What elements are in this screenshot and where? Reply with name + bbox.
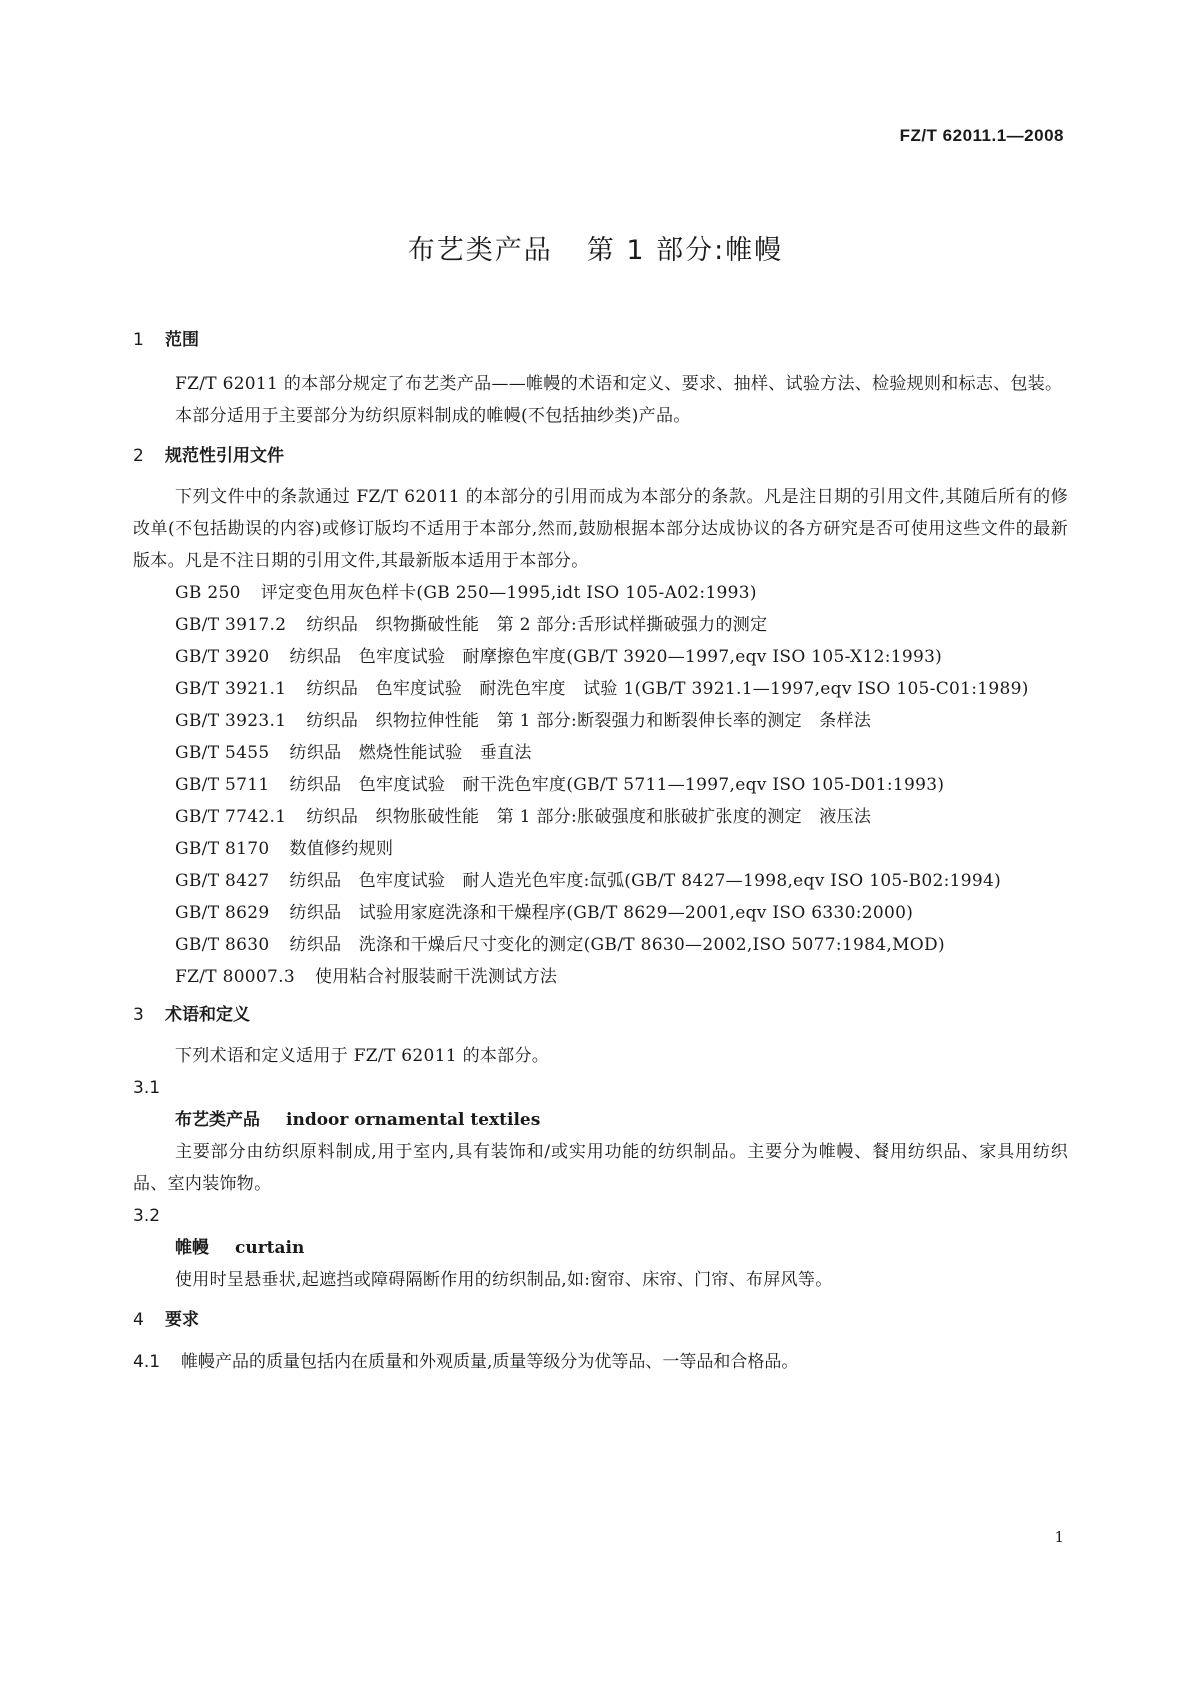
reference-item	[133, 961, 1068, 993]
reference-title: 纺织品 燃烧性能试验 垂直法	[289, 743, 532, 763]
term-english: indoor ornamental textiles	[286, 1110, 541, 1130]
term-number: 3.2	[133, 1206, 161, 1226]
section-number: 1	[133, 330, 144, 350]
reference-code: GB/T 3920	[175, 647, 270, 667]
term-entry	[133, 1232, 1068, 1264]
reference-title: 纺织品 色牢度试验 耐人造光色牢度:氙弧(GB/T 8427—1998,eqv ISO 105-B02:1994)	[289, 871, 1002, 891]
section-heading-terms	[133, 1003, 1068, 1027]
requirement-item	[133, 1346, 1068, 1378]
reference-item	[133, 673, 1068, 705]
reference-code: GB/T 3921.1	[175, 679, 287, 699]
page-number: 1	[1054, 1528, 1064, 1546]
term-definition: 使用时呈悬垂状,起遮挡或障碍隔断作用的纺织制品,如:窗帘、床帘、门帘、布屏风等。	[175, 1270, 833, 1290]
reference-title: 纺织品 色牢度试验 耐摩擦色牢度(GB/T 3920—1997,eqv ISO 105-X12:1993)	[289, 647, 943, 667]
reference-code: FZ/T 80007.3	[175, 967, 295, 987]
standard-code: FZ/T 62011.1—2008	[899, 126, 1064, 145]
reference-code: GB/T 8630	[175, 935, 270, 955]
reference-item	[133, 833, 1068, 865]
reference-code: GB/T 7742.1	[175, 807, 287, 827]
reference-item	[133, 577, 1068, 609]
document-body	[133, 328, 1068, 1378]
reference-code: GB/T 3917.2	[175, 615, 287, 635]
requirement-text: 帷幔产品的质量包括内在质量和外观质量,质量等级分为优等品、一等品和合格品。	[181, 1352, 799, 1372]
reference-item	[133, 929, 1068, 961]
requirement-number: 4.1	[133, 1352, 161, 1372]
section-heading-scope	[133, 328, 1068, 352]
section-title: 术语和定义	[165, 1005, 250, 1025]
section-number: 4	[133, 1310, 144, 1330]
section-heading-requirements	[133, 1308, 1068, 1332]
reference-item	[133, 897, 1068, 929]
reference-item	[133, 609, 1068, 641]
reference-title: 数值修约规则	[289, 839, 394, 859]
section-title: 范围	[165, 330, 199, 350]
term-chinese: 布艺类产品	[175, 1110, 260, 1130]
reference-list	[133, 577, 1068, 993]
reference-title: 纺织品 织物拉伸性能 第 1 部分:断裂强力和断裂伸长率的测定 条样法	[306, 711, 872, 731]
reference-item	[133, 737, 1068, 769]
reference-code: GB/T 8170	[175, 839, 270, 859]
title-product-category: 布艺类产品	[407, 235, 553, 266]
section-title: 规范性引用文件	[165, 446, 284, 466]
reference-title: 纺织品 试验用家庭洗涤和干燥程序(GB/T 8629—2001,eqv ISO 6330:2000)	[289, 903, 914, 923]
section-number: 3	[133, 1005, 144, 1025]
terms-intro: 下列术语和定义适用于 FZ/T 62011 的本部分。	[175, 1046, 550, 1066]
reference-code: GB/T 8629	[175, 903, 270, 923]
reference-title: 评定变色用灰色样卡(GB 250—1995,idt ISO 105-A02:1993)	[260, 583, 757, 603]
reference-item	[133, 801, 1068, 833]
term-number: 3.1	[133, 1078, 161, 1098]
term-chinese: 帷幔	[175, 1238, 209, 1258]
title-part: 第 1 部分:帷幔	[586, 235, 784, 266]
reference-item	[133, 641, 1068, 673]
term-english: curtain	[235, 1238, 305, 1258]
reference-code: GB/T 3923.1	[175, 711, 287, 731]
term-definition: 主要部分由纺织原料制成,用于室内,具有装饰和/或实用功能的纺织制品。主要分为帷幔、餐用纺织品、家具用纺织品、室内装饰物。	[133, 1142, 1068, 1194]
reference-title: 纺织品 色牢度试验 耐洗色牢度 试验 1(GB/T 3921.1—1997,eqv ISO 105-C01:1989)	[306, 679, 1029, 699]
term-entry	[133, 1104, 1068, 1136]
section-title: 要求	[165, 1310, 199, 1330]
reference-title: 纺织品 色牢度试验 耐干洗色牢度(GB/T 5711—1997,eqv ISO 105-D01:1993)	[289, 775, 945, 795]
reference-title: 纺织品 洗涤和干燥后尺寸变化的测定(GB/T 8630—2002,ISO 5077:1984,MOD)	[289, 935, 945, 955]
section-heading-normative-references	[133, 444, 1068, 468]
reference-code: GB/T 5711	[175, 775, 270, 795]
reference-code: GB/T 5455	[175, 743, 270, 763]
reference-item	[133, 865, 1068, 897]
scope-paragraph-2: 本部分适用于主要部分为纺织原料制成的帷幔(不包括抽纱类)产品。	[175, 406, 691, 426]
section-number: 2	[133, 446, 144, 466]
reference-item	[133, 705, 1068, 737]
reference-item	[133, 769, 1068, 801]
reference-title: 纺织品 织物胀破性能 第 1 部分:胀破强度和胀破扩张度的测定 液压法	[306, 807, 872, 827]
reference-title: 纺织品 织物撕破性能 第 2 部分:舌形试样撕破强力的测定	[306, 615, 768, 635]
document-title	[0, 228, 1191, 267]
references-intro: 下列文件中的条款通过 FZ/T 62011 的本部分的引用而成为本部分的条款。凡是注日期的引用文件,其随后所有的修改单(不包括勘误的内容)或修订版均不适用于本部分,然而,鼓励根据本部分达成协议的各方研究是否可使用这些文件的最新版本。凡是不注日期的引用文件,其最新版本适用于本部分。	[133, 487, 1068, 571]
scope-paragraph-1: FZ/T 62011 的本部分规定了布艺类产品——帷幔的术语和定义、要求、抽样、试验方法、检验规则和标志、包装。	[175, 374, 1063, 394]
reference-title: 使用粘合衬服装耐干洗测试方法	[314, 967, 558, 987]
reference-code: GB/T 8427	[175, 871, 270, 891]
reference-code: GB 250	[175, 583, 241, 603]
